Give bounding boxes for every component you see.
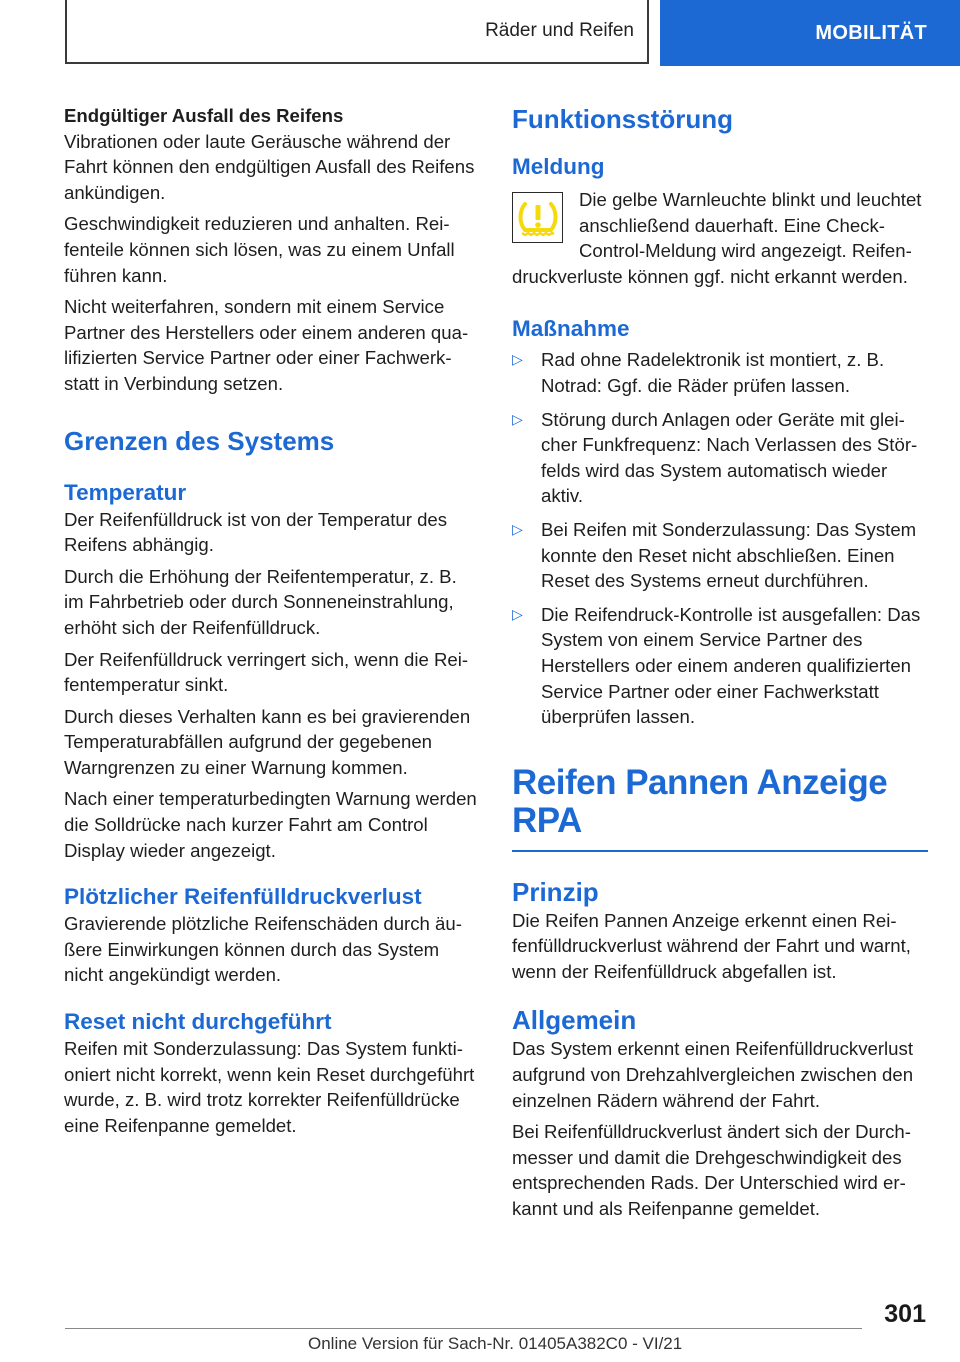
triangle-bullet-icon: ▷ (512, 351, 523, 368)
general-heading: Allgemein (512, 1005, 637, 1036)
temperature-paragraph-5: Nach einer temperaturbedingten Warnung werden die Solldrücke nach kurzer Fahrt am Control Display wieder angezeigt. (64, 788, 477, 861)
message-heading: Meldung (512, 154, 605, 179)
message-paragraph: Die gelbe Warnleuchte blinkt und leuchtet anschließend dauerhaft. Eine Check-Control-Meldung wird angezeigt. Reifendruckverluste können ggf. nicht erkannt werden. (512, 189, 922, 287)
list-item: ▷ Störung durch Anlagen oder Geräte mit gleicher Funkfrequenz: Nach Verlassen des Störfelds wird das System automatisch wieder aktiv. (512, 408, 918, 507)
temperature-paragraph-2: Durch die Erhöhung der Reifentemperatur, z. B. im Fahrbetrieb oder durch Sonneneinstrahlung, erhöht sich der Reifenfülldruck. (64, 565, 457, 638)
list-item: ▷ Rad ohne Radelektronik ist montiert, z. B. Notrad: Ggf. die Räder prüfen lassen. (512, 349, 885, 396)
rpa-heading: Reifen Pannen Anzeige RPA (512, 762, 888, 840)
list-item: ▷ Bei Reifen mit Sonderzulassung: Das System konnte den Reset nicht abschließen. Einen Reset des Systems erneut durchführen. (512, 518, 917, 592)
triangle-bullet-icon: ▷ (512, 520, 523, 537)
tire-pressure-warning-icon (512, 192, 563, 243)
triangle-bullet-icon: ▷ (512, 410, 523, 427)
page-number: 301 (884, 1300, 926, 1328)
section-rule (512, 850, 928, 852)
measure-list (512, 347, 928, 729)
list-item: ▷ Die Reifendruck-Kontrolle ist ausgefallen: Das System von einem Service Partner des Herstellers oder einem anderen qualifizierten Service Partner oder einer Fachwerkstatt überprüfen lassen. (512, 603, 921, 728)
final-failure-paragraph-2: Geschwindigkeit reduzieren und anhalten. Reifenteile können sich lösen, was zu einem Unfall führen kann. (64, 213, 455, 286)
header-chapter-tab (660, 0, 960, 66)
header-section-box (65, 0, 649, 64)
sudden-loss-paragraph: Gravierende plötzliche Reifenschäden durch äußere Einwirkungen können durch das System nicht angekündigt werden. (64, 913, 462, 986)
reset-paragraph: Reifen mit Sonderzulassung: Das System funktioniert nicht korrekt, wenn kein Reset durchgeführt wurde, z. B. wird trotz korrekter Reifenfülldrücke eine Reifenpanne gemeldet. (64, 1038, 475, 1136)
message-block (512, 187, 928, 289)
general-paragraph-1: Das System erkennt einen Reifenfülldruckverlust aufgrund von Drehzahlvergleichen zwischen den einzelnen Rädern während der Fahrt. (512, 1038, 914, 1111)
principle-heading: Prinzip (512, 876, 599, 907)
triangle-bullet-icon: ▷ (512, 605, 523, 622)
temperature-paragraph-4: Durch dieses Verhalten kann es bei gravierenden Temperaturabfällen aufgrund der gegebenen Warngrenzen zu einer Warnung kommen. (64, 705, 471, 778)
header-section-title: Räder und Reifen (485, 20, 634, 41)
principle-paragraph: Die Reifen Pannen Anzeige erkennt einen Reifenfülldruckverlust während der Fahrt und warnt, wenn der Reifenfülldruck abgefallen ist. (512, 909, 911, 982)
general-paragraph-2: Bei Reifenfülldruckverlust ändert sich der Durchmesser und damit die Drehgeschwindigkeit des entsprechenden Rads. Der Unterschied wird erkannt und als Reifenpanne gemeldet. (512, 1121, 911, 1220)
footer-online-version: Online Version für Sach-Nr. 01405A382C0 - VI/21 (308, 1334, 683, 1353)
malfunction-heading: Funktionsstörung (512, 104, 733, 134)
footer-rule (65, 1328, 862, 1329)
limits-heading: Grenzen des Systems (64, 425, 335, 456)
final-failure-heading: Endgültiger Ausfall des Reifens (64, 105, 344, 126)
sudden-loss-heading: Plötzlicher Reifenfülldruckverlust (64, 884, 422, 910)
header-chapter-label: MOBILITÄT (815, 21, 927, 44)
measure-heading: Maßnahme (512, 316, 630, 342)
final-failure-paragraph-1: Vibrationen oder laute Geräusche während der Fahrt können den endgültigen Ausfall des Reifens ankündigen. (64, 130, 475, 203)
left-column (64, 103, 480, 1144)
right-column (512, 103, 928, 1228)
reset-heading: Reset nicht durchgeführt (64, 1009, 332, 1035)
temperature-paragraph-3: Der Reifenfülldruck verringert sich, wenn die Reifentemperatur sinkt. (64, 648, 469, 696)
temperature-paragraph-1: Der Reifenfülldruck ist von der Temperatur des Reifens abhängig. (64, 508, 448, 556)
final-failure-paragraph-3: Nicht weiterfahren, sondern mit einem Service Partner des Herstellers oder einem anderen qualifizierten Service Partner oder einer Fachwerkstatt in Verbindung setzen. (64, 296, 469, 394)
temperature-heading: Temperatur (64, 479, 187, 505)
